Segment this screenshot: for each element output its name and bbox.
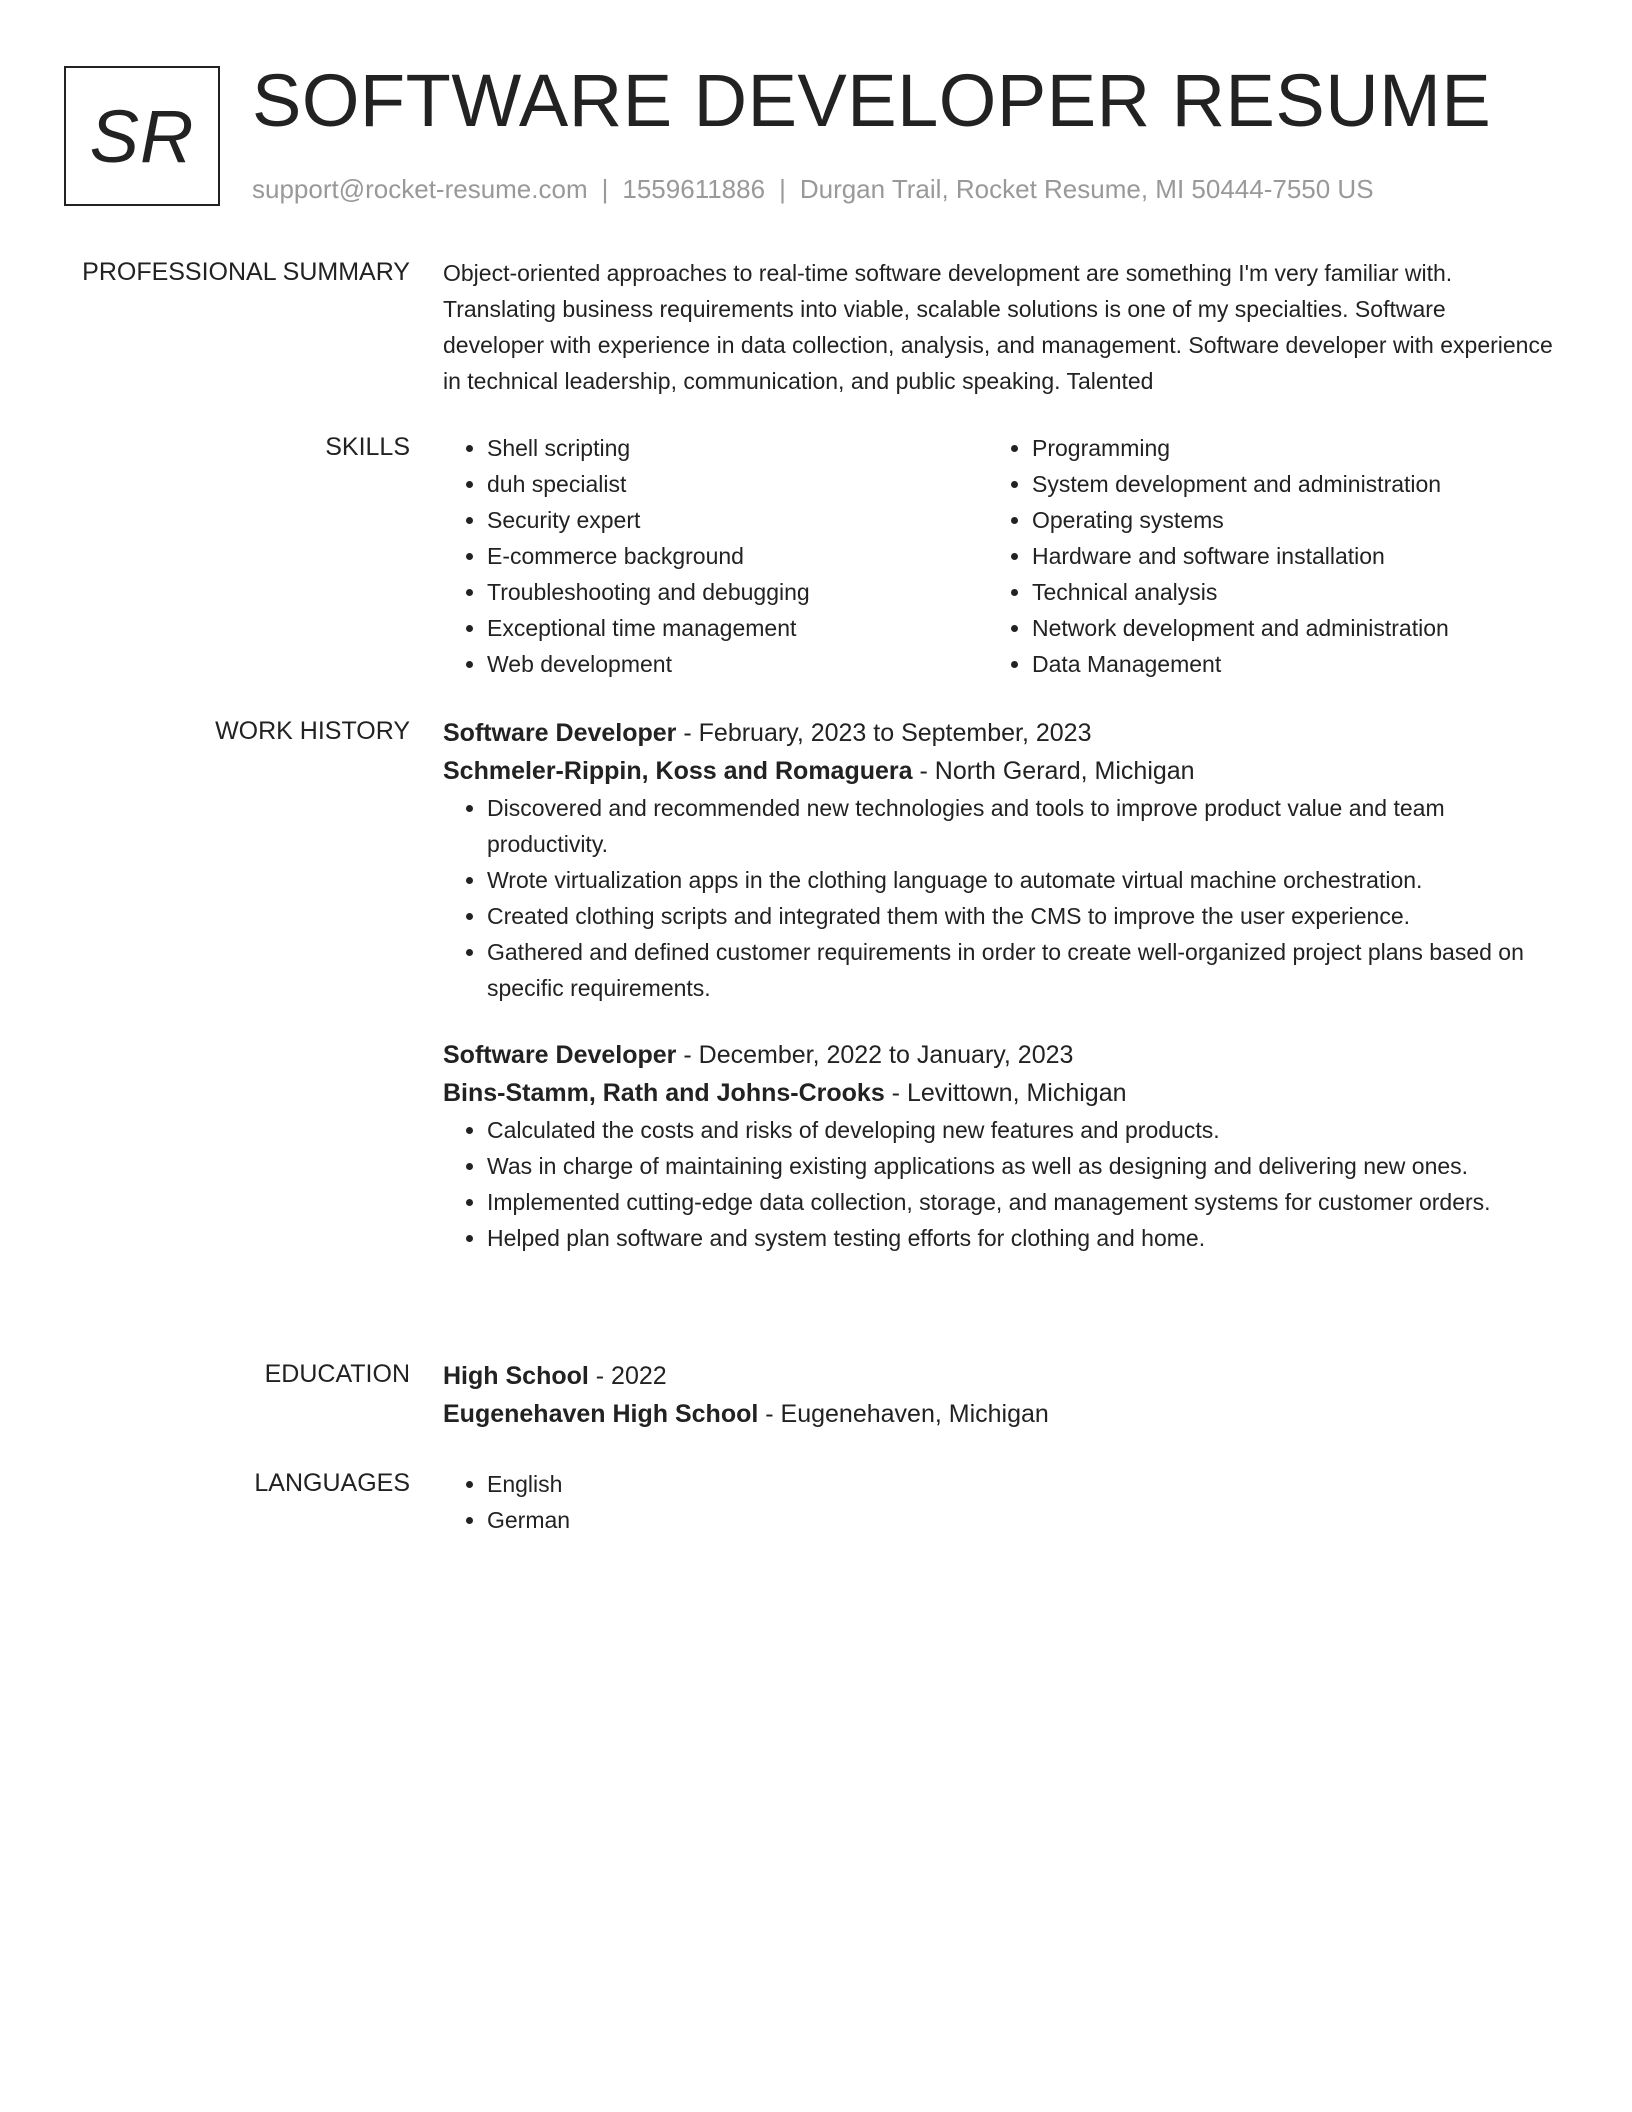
skills-body (443, 430, 1553, 682)
job-dates: - December, 2022 to January, 2023 (676, 1041, 1074, 1069)
contact-email: support@rocket-resume.com (252, 174, 588, 204)
skills-column-right (988, 430, 1533, 682)
education-school: Eugenehaven High School (443, 1400, 759, 1428)
languages-list (443, 1466, 1553, 1538)
section-label-work-history: WORK HISTORY (215, 717, 410, 745)
job-bullet-list (443, 790, 1553, 1006)
skill-item: • duh specialist (487, 466, 988, 502)
job-title-line (443, 714, 1553, 752)
job-entry (443, 1036, 1553, 1256)
contact-separator: | (779, 174, 786, 204)
contact-address: Durgan Trail, Rocket Resume, MI 50444-7550 US (799, 174, 1374, 204)
job-bullet: • Calculated the costs and risks of developing new features and products. (487, 1112, 1553, 1148)
section-label-skills: SKILLS (325, 433, 410, 461)
education-degree-line (443, 1357, 1553, 1395)
skill-item: • Exceptional time management (487, 610, 988, 646)
job-title: Software Developer (443, 1041, 677, 1069)
skills-column-left (443, 430, 988, 682)
skill-item: • Shell scripting (487, 430, 988, 466)
summary-body (443, 255, 1553, 399)
job-title: Software Developer (443, 719, 677, 747)
contact-line (252, 172, 1374, 206)
language-item: • German (487, 1502, 1553, 1538)
job-bullet: • Created clothing scripts and integrated them with the CMS to improve the user experience. (487, 898, 1553, 934)
skills-list-right (988, 430, 1533, 682)
skill-item: • Troubleshooting and debugging (487, 574, 988, 610)
skills-grid (443, 430, 1553, 682)
job-bullet: • Was in charge of maintaining existing applications as well as designing and delivering new ones. (487, 1148, 1553, 1184)
section-label-education: EDUCATION (264, 1360, 410, 1388)
job-bullet-list (443, 1112, 1553, 1256)
job-company: Schmeler-Rippin, Koss and Romaguera (443, 757, 913, 785)
summary-text: Object-oriented approaches to real-time software development are something I'm very familiar with. Translating business requirements into viable, scalable solutions is one of my specialties. Software developer with experience in data collection, analysis, and management. Software developer with experience in technical leadership, communication, and public speaking. Talented (443, 260, 1553, 394)
section-label-summary: PROFESSIONAL SUMMARY (82, 258, 410, 286)
work-history-body (443, 714, 1553, 1256)
section-label-languages: LANGUAGES (254, 1469, 410, 1497)
job-company: Bins-Stamm, Rath and Johns-Crooks (443, 1079, 885, 1107)
job-bullet: • Implemented cutting-edge data collection, storage, and management systems for customer orders. (487, 1184, 1553, 1220)
education-body (443, 1357, 1553, 1433)
skill-item: • E-commerce background (487, 538, 988, 574)
job-company-line (443, 1074, 1553, 1112)
contact-phone: 1559611886 (622, 174, 766, 204)
job-bullet: • Wrote virtualization apps in the clothing language to automate virtual machine orchestration. (487, 862, 1553, 898)
skill-item: • System development and administration (1032, 466, 1533, 502)
language-item: • English (487, 1466, 1553, 1502)
skill-item: • Technical analysis (1032, 574, 1533, 610)
job-location: - Levittown, Michigan (884, 1079, 1127, 1107)
contact-separator: | (601, 174, 609, 204)
education-school-line (443, 1395, 1553, 1433)
skill-item: • Hardware and software installation (1032, 538, 1533, 574)
skill-item: • Programming (1032, 430, 1533, 466)
job-bullet: • Gathered and defined customer requirements in order to create well-organized project plans based on specific requirements. (487, 934, 1553, 1006)
skills-list-left (443, 430, 988, 682)
monogram-logo: SR (64, 66, 220, 206)
skill-item: • Web development (487, 646, 988, 682)
job-dates: - February, 2023 to September, 2023 (676, 719, 1092, 747)
job-entry (443, 714, 1553, 1006)
languages-body (443, 1466, 1553, 1538)
job-bullet: • Helped plan software and system testing efforts for clothing and home. (487, 1220, 1553, 1256)
resume-title: SOFTWARE DEVELOPER RESUME (252, 59, 1492, 142)
education-location: - Eugenehaven, Michigan (758, 1400, 1049, 1428)
education-year: - 2022 (588, 1362, 667, 1390)
job-title-line (443, 1036, 1553, 1074)
job-company-line (443, 752, 1553, 790)
skill-item: • Data Management (1032, 646, 1533, 682)
job-location: - North Gerard, Michigan (912, 757, 1195, 785)
skill-item: • Security expert (487, 502, 988, 538)
skill-item: • Network development and administration (1032, 610, 1533, 646)
education-degree: High School (443, 1362, 589, 1390)
job-bullet: • Discovered and recommended new technologies and tools to improve product value and team productivity. (487, 790, 1553, 862)
skill-item: • Operating systems (1032, 502, 1533, 538)
